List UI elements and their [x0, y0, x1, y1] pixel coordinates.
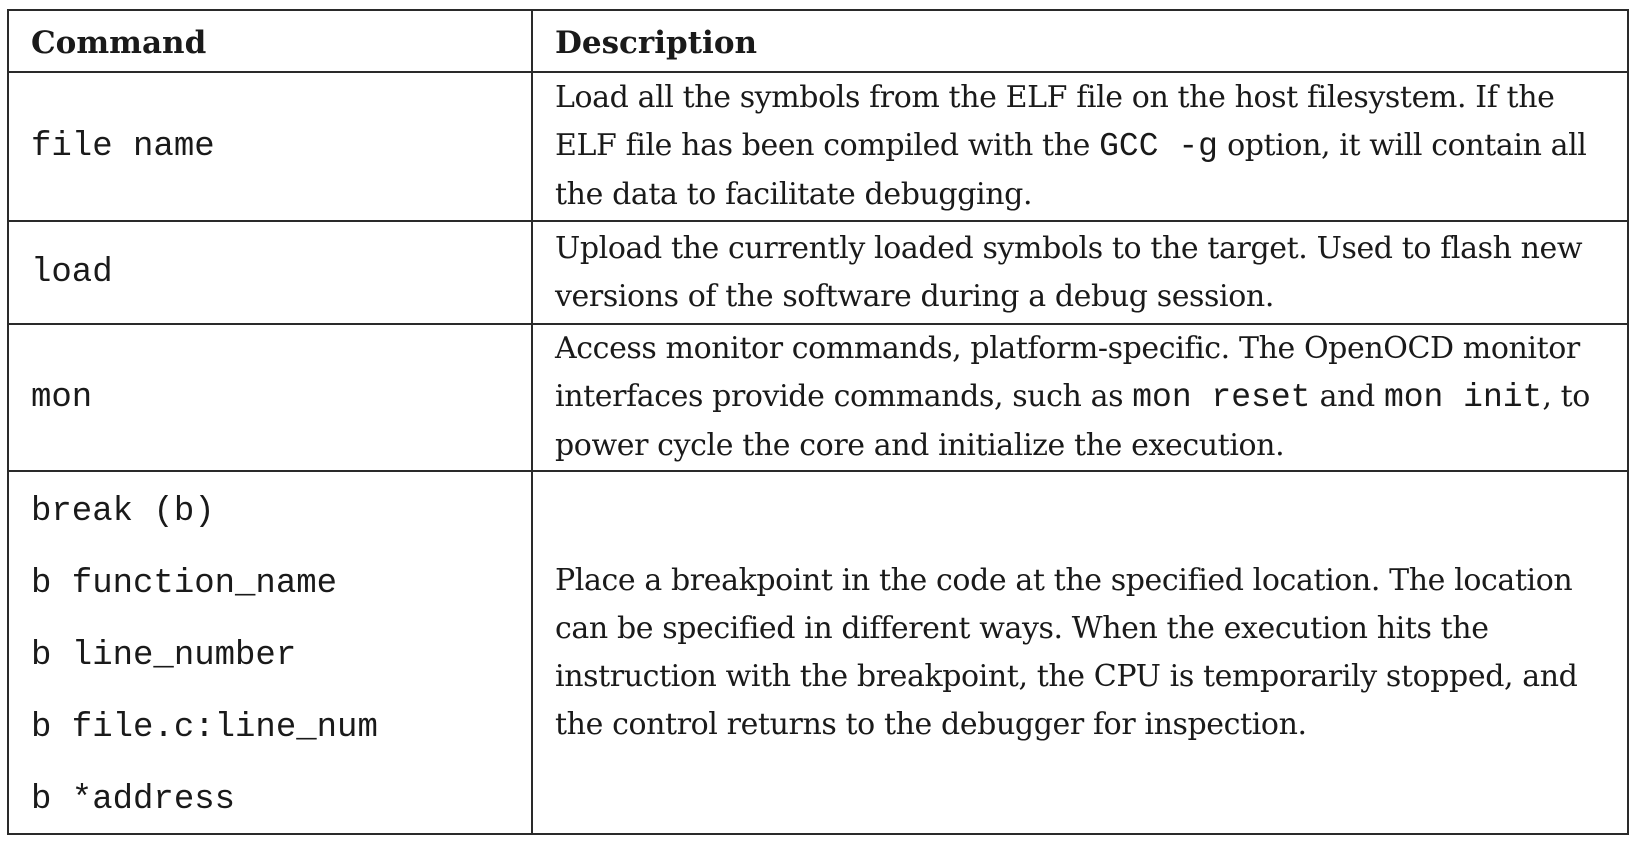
description-cell — [532, 221, 1628, 324]
command-variant: break (b) — [31, 492, 215, 531]
inline-code: mon init — [1383, 379, 1543, 416]
description-text: Load all the symbols from the ELF file on the host filesystem. If the ELF file has been compiled with the — [555, 80, 1555, 163]
command-cell: load — [8, 221, 532, 324]
description-text: option, it will contain all the data to facilitate debugging. — [555, 128, 1587, 212]
description-text: Upload the currently loaded symbols to the target. Used to flash new versions of the software during a debug session. — [555, 230, 1583, 314]
header-description: Description — [532, 10, 1628, 72]
command-variant: b file.c:line_num — [31, 708, 378, 747]
description-text: Access monitor commands, platform-specific. The OpenOCD monitor interfaces provide commands, such as — [555, 331, 1580, 414]
table-row — [8, 324, 1628, 471]
command-cell: mon — [8, 324, 532, 471]
header-row — [8, 10, 1628, 72]
table-row — [8, 72, 1628, 221]
command-cell — [8, 471, 532, 834]
description-text: and — [1310, 379, 1384, 414]
command-table — [7, 9, 1629, 835]
table-row — [8, 471, 1628, 834]
description-cell — [532, 324, 1628, 471]
command-variant: b function_name — [31, 564, 338, 603]
command-cell: file name — [8, 72, 532, 221]
command-variant: b *address — [31, 780, 236, 819]
description-text: , to power cycle the core and initialize the execution. — [555, 379, 1590, 463]
description-text: Place a breakpoint in the code at the specified location. The location can be specified in different ways. When the execution hits the instruction with the breakpoint, the CPU is temporarily stopped, and the control returns to the debugger for inspection. — [555, 562, 1578, 742]
table-row — [8, 221, 1628, 324]
description-cell — [532, 72, 1628, 221]
command-variant: b line_number — [31, 636, 297, 675]
description-cell — [532, 471, 1628, 834]
inline-code: mon reset — [1132, 379, 1311, 416]
header-command: Command — [8, 10, 532, 72]
inline-code: GCC -g — [1099, 128, 1218, 165]
